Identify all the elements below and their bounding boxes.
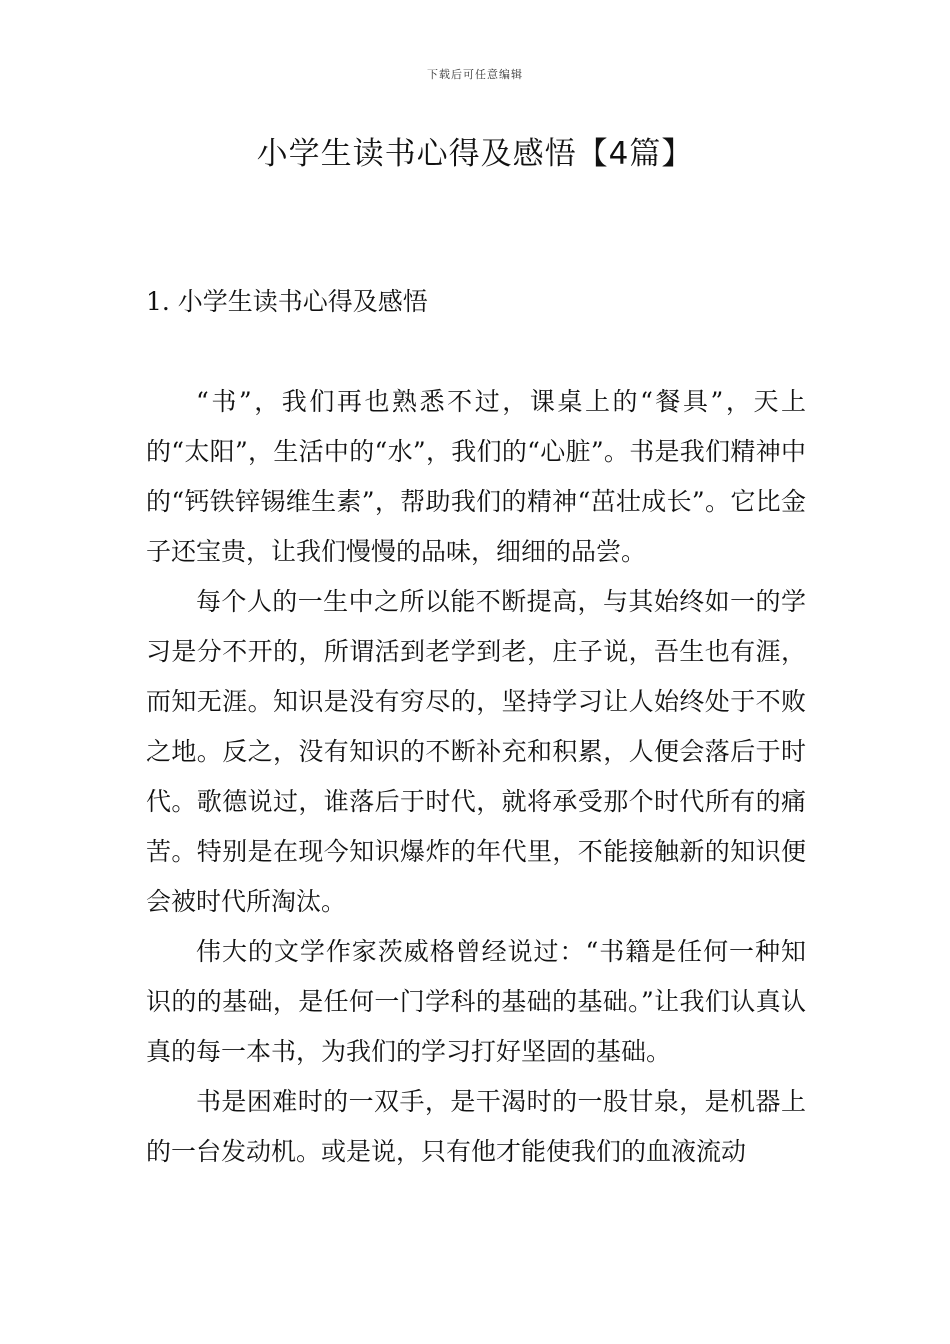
paragraph-3: 伟大的文学作家茨威格曾经说过：“书籍是任何一种知识的的基础，是任何一门学科的基础的基础。”让我们认真认真的每一本书，为我们的学习打好坚固的基础。: [146, 937, 806, 1066]
paragraph-1: “书”，我们再也熟悉不过，课桌上的“餐具”，天上的“太阳”，生活中的“水”，我们的“心脏”。书是我们精神中的“钙铁锌锡维生素”，帮助我们的精神“茁壮成长”。它比金子还宝贵，让我们慢慢的品味，细细的品尝。: [146, 387, 806, 566]
paragraph-4: 书是困难时的一双手，是干渴时的一股甘泉，是机器上的一台发动机。或是说，只有他才能使我们的血液流动: [146, 1087, 806, 1166]
header-note: 下载后可任意编辑: [427, 68, 523, 81]
section-heading: 1. 小学生读书心得及感悟: [146, 287, 428, 316]
body-text: [146, 377, 806, 1177]
document-title: 小学生读书心得及感悟【4篇】: [256, 136, 694, 172]
paragraph-2: 每个人的一生中之所以能不断提高，与其始终如一的学习是分不开的，所谓活到老学到老，庄子说，吾生也有涯，而知无涯。知识是没有穷尽的，坚持学习让人始终处于不败之地。反之，没有知识的不断补充和积累，人便会落后于时代。歌德说过，谁落后于时代，就将承受那个时代所有的痛苦。特别是在现今知识爆炸的年代里，不能接触新的知识便会被时代所淘汰。: [146, 587, 806, 916]
